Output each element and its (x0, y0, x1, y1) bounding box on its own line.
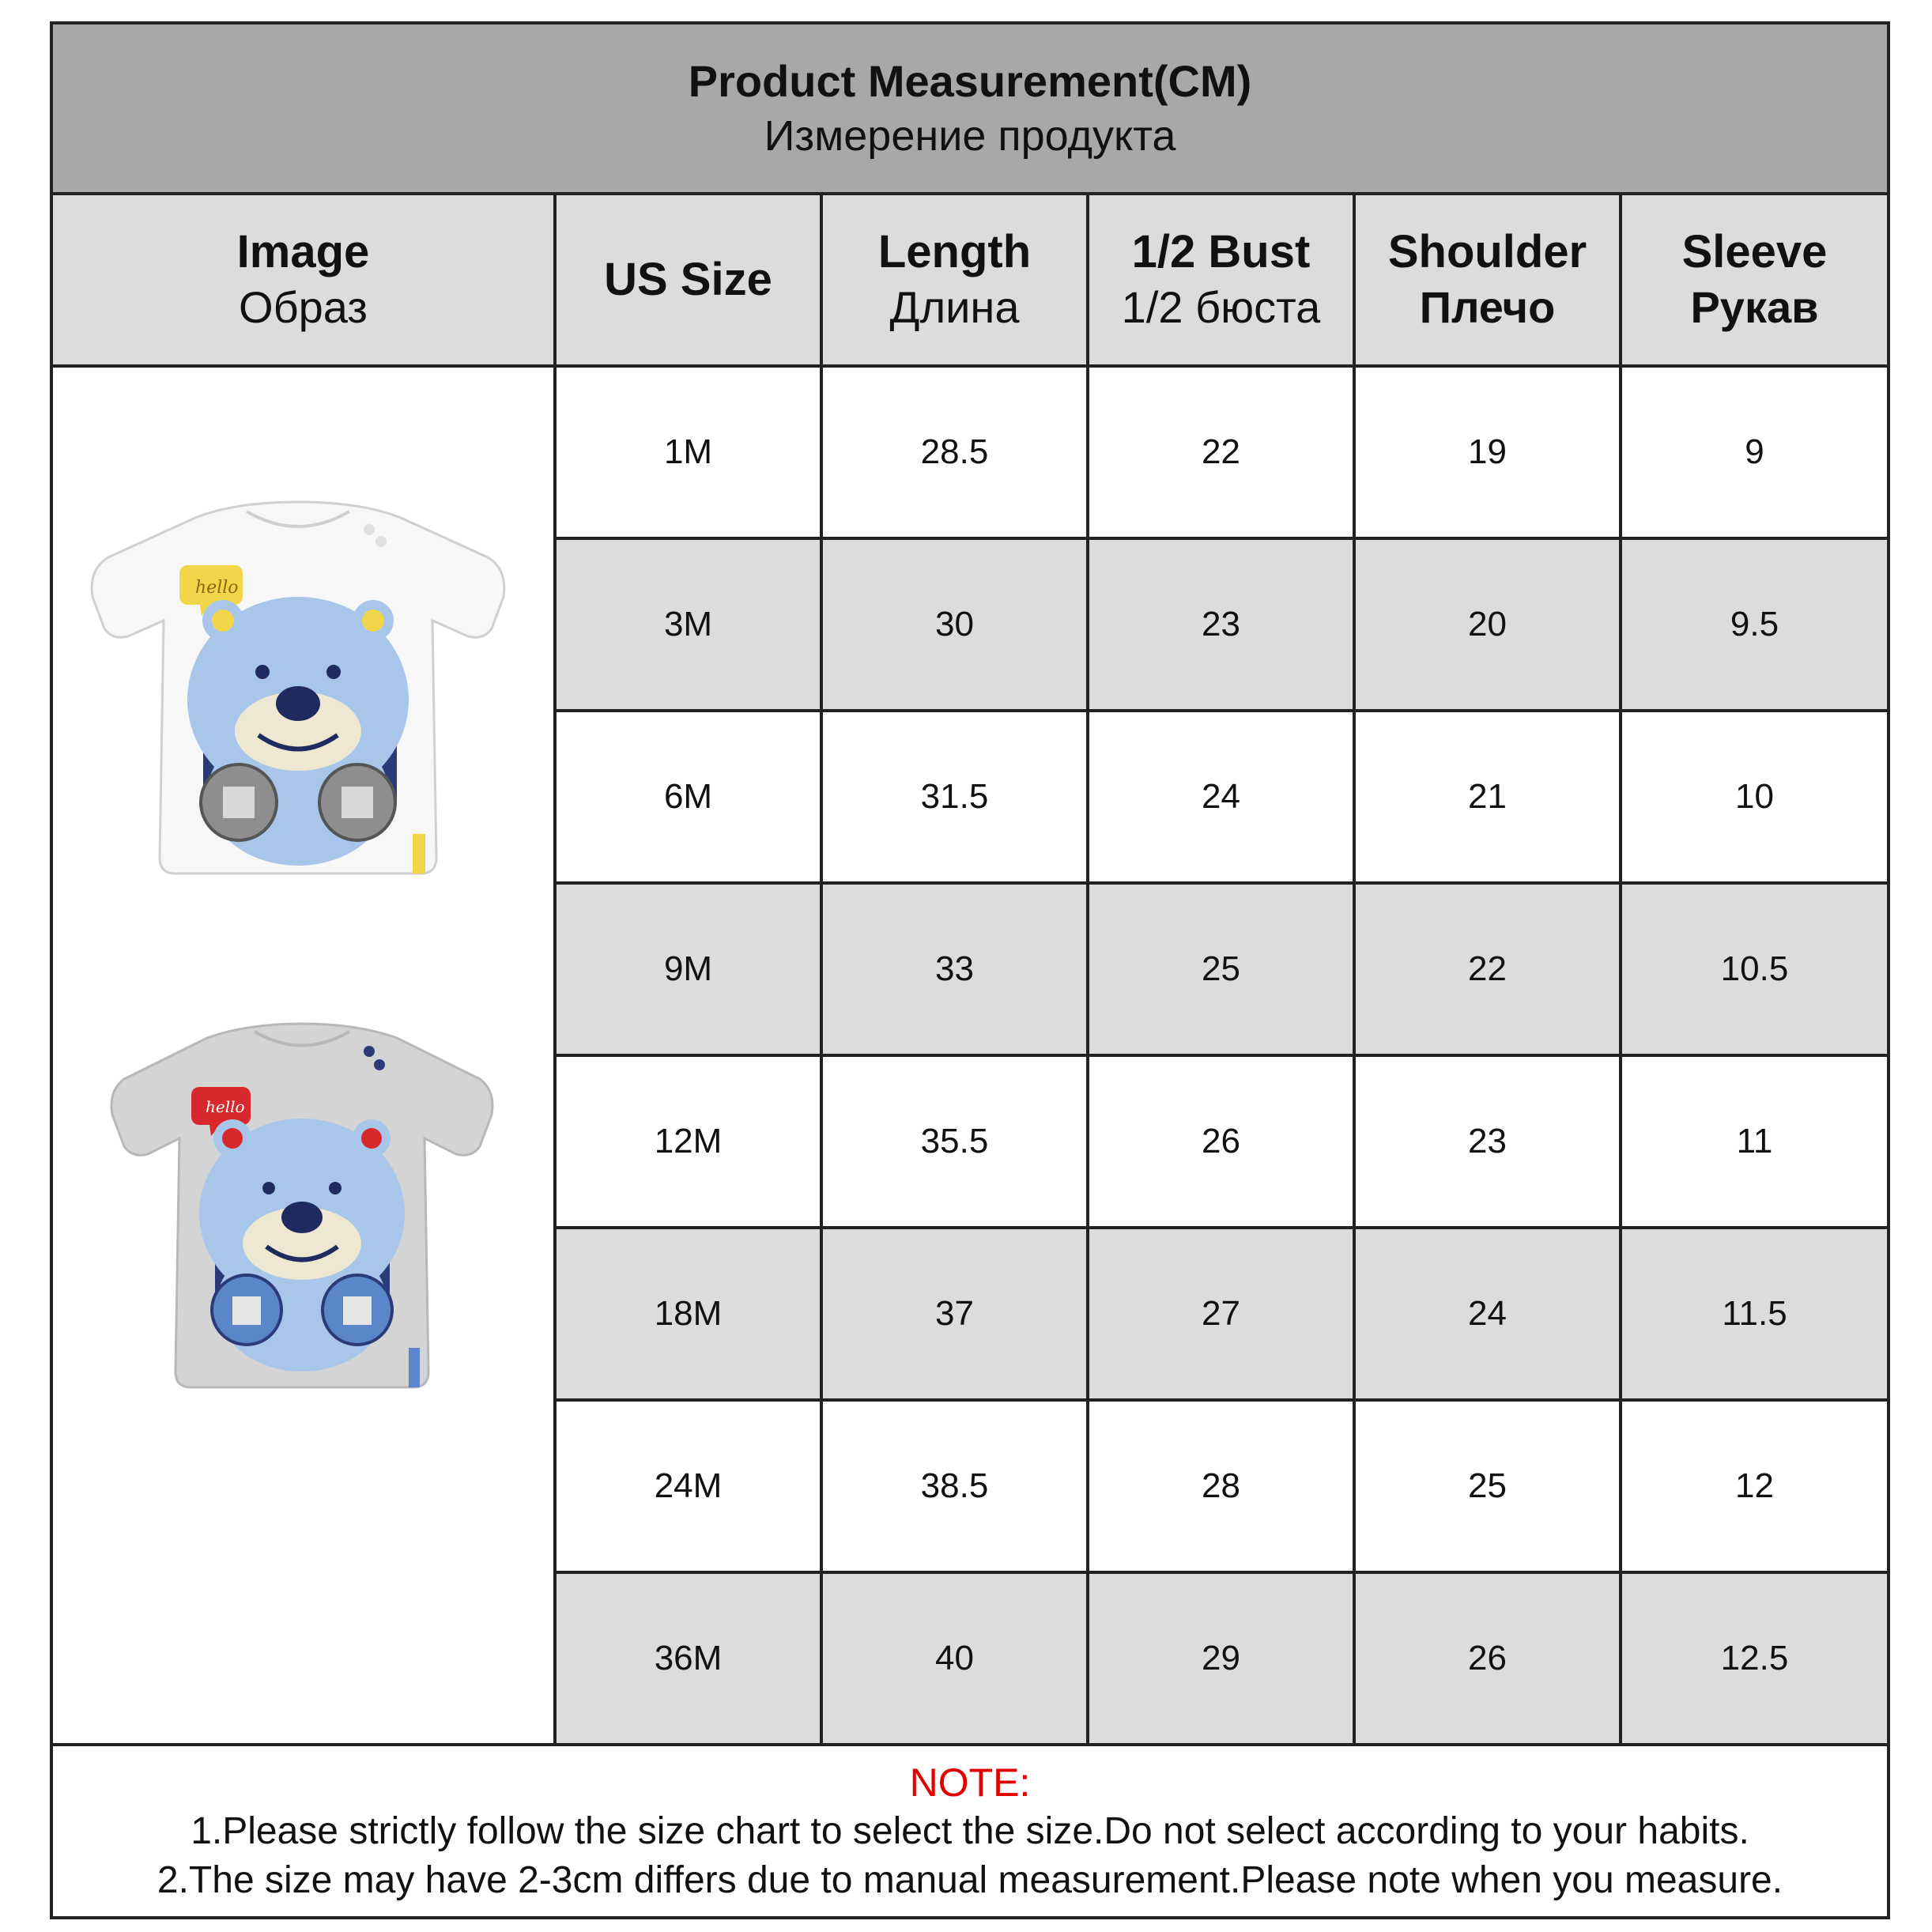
header-sleeve (1622, 195, 1887, 368)
cell-shoulder: 21 (1356, 712, 1622, 885)
cell-us-size: 3M (557, 540, 823, 712)
grey-tshirt-image (96, 1016, 508, 1395)
cell-length: 28.5 (823, 368, 1089, 540)
cell-bust: 29 (1089, 1574, 1356, 1746)
cell-length: 37 (823, 1229, 1089, 1402)
header-label: Shoulder (1387, 226, 1587, 277)
cell-sleeve: 9 (1622, 368, 1887, 540)
svg-text:hello: hello (195, 578, 239, 598)
header-us-size (557, 195, 823, 368)
header-label: 1/2 Bust (1131, 226, 1311, 277)
header-label-ru: Длина (889, 282, 1020, 332)
cell-us-size: 24M (557, 1402, 823, 1574)
header-length (823, 195, 1089, 368)
header-label: Image (236, 226, 370, 277)
header-image (53, 195, 557, 368)
header-label-ru: 1/2 бюста (1121, 282, 1321, 332)
cell-length: 30 (823, 540, 1089, 712)
header-label-ru: Рукав (1690, 282, 1819, 332)
cell-sleeve: 10.5 (1622, 885, 1887, 1057)
cell-us-size: 36M (557, 1574, 823, 1746)
cell-sleeve: 12 (1622, 1402, 1887, 1574)
cell-length: 33 (823, 885, 1089, 1057)
cell-shoulder: 24 (1356, 1229, 1622, 1402)
measurement-table (53, 195, 1887, 1746)
cell-bust: 28 (1089, 1402, 1356, 1574)
cell-sleeve: 11.5 (1622, 1229, 1887, 1402)
cell-length: 35.5 (823, 1057, 1089, 1229)
cell-shoulder: 20 (1356, 540, 1622, 712)
cell-length: 38.5 (823, 1402, 1089, 1574)
chart-title: Product Measurement(CM) (688, 56, 1252, 106)
note-line-2: 2.The size may have 2-3cm differs due to manual measurement.Please note when you measure. (157, 1858, 1783, 1901)
chart-title-ru: Измерение продукта (764, 112, 1176, 160)
header-label: US Size (604, 254, 772, 305)
cell-shoulder: 23 (1356, 1057, 1622, 1229)
header-bust (1089, 195, 1356, 368)
white-tshirt-image (77, 494, 519, 889)
cell-shoulder: 22 (1356, 885, 1622, 1057)
cell-us-size: 1M (557, 368, 823, 540)
cell-sleeve: 11 (1622, 1057, 1887, 1229)
cell-length: 40 (823, 1574, 1089, 1746)
cell-bust: 22 (1089, 368, 1356, 540)
note-title: NOTE: (909, 1760, 1031, 1805)
header-label: Sleeve (1681, 226, 1828, 277)
product-images (53, 368, 557, 1746)
cell-sleeve: 12.5 (1622, 1574, 1887, 1746)
cell-bust: 24 (1089, 712, 1356, 885)
cell-shoulder: 25 (1356, 1402, 1622, 1574)
cell-bust: 26 (1089, 1057, 1356, 1229)
note-section (53, 1746, 1887, 1916)
header-label-ru: Плечо (1419, 282, 1556, 332)
header-label-ru: Образ (239, 282, 368, 332)
cell-bust: 27 (1089, 1229, 1356, 1402)
cell-us-size: 9M (557, 885, 823, 1057)
header-shoulder (1356, 195, 1622, 368)
cell-bust: 25 (1089, 885, 1356, 1057)
size-chart (50, 21, 1890, 1919)
cell-bust: 23 (1089, 540, 1356, 712)
note-line-1: 1.Please strictly follow the size chart to select the size.Do not select according to your habits. (191, 1809, 1749, 1852)
cell-length: 31.5 (823, 712, 1089, 885)
cell-shoulder: 19 (1356, 368, 1622, 540)
header-label: Length (877, 226, 1032, 277)
cell-sleeve: 9.5 (1622, 540, 1887, 712)
cell-sleeve: 10 (1622, 712, 1887, 885)
cell-shoulder: 26 (1356, 1574, 1622, 1746)
cell-us-size: 18M (557, 1229, 823, 1402)
title-bar (53, 25, 1887, 195)
cell-us-size: 6M (557, 712, 823, 885)
cell-us-size: 12M (557, 1057, 823, 1229)
svg-text:hello: hello (206, 1097, 245, 1116)
